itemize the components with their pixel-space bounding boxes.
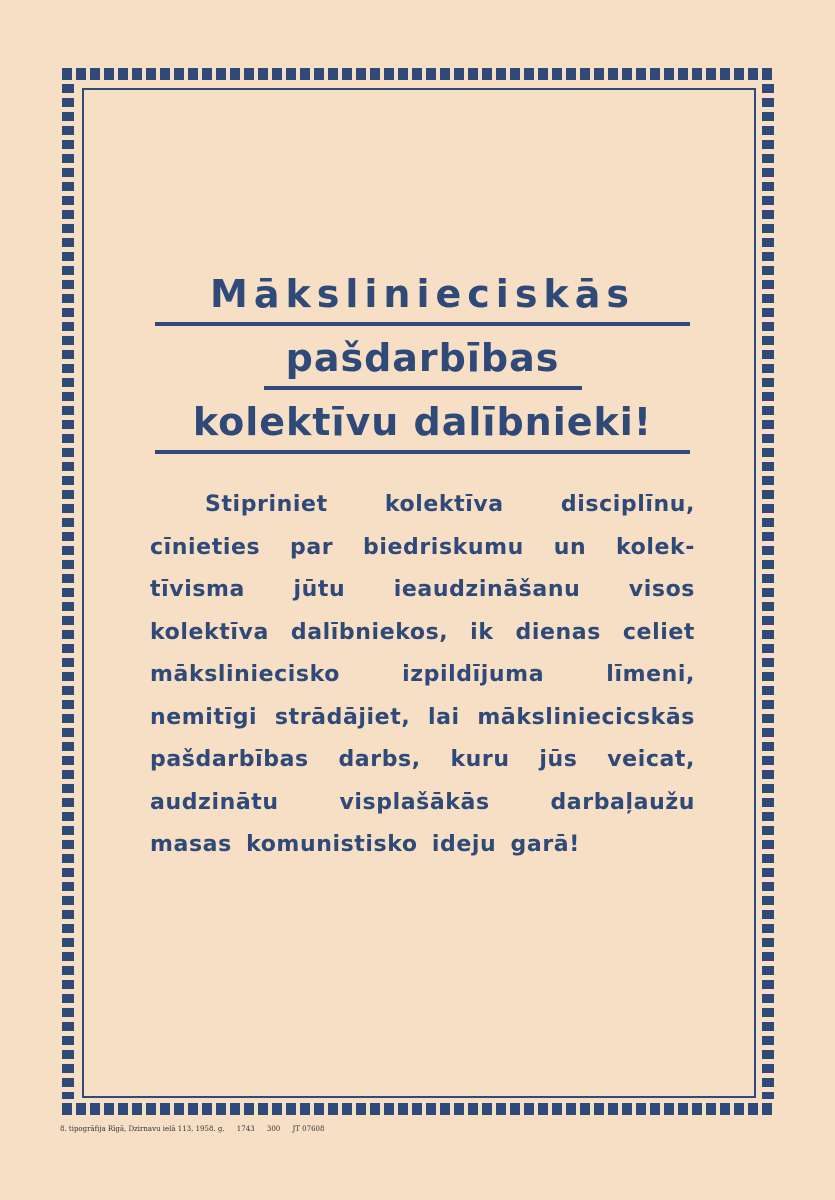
print-run: 300 — [266, 1125, 281, 1133]
decorative-border-bottom — [62, 1103, 774, 1115]
censor-code: JT 07608 — [292, 1125, 325, 1133]
decorative-border-left — [62, 84, 74, 1099]
printer-name: 8. tipogrāfija Rīgā, Dzirnavu ielā 113, 1958. g. — [60, 1125, 225, 1133]
title-line-2: pašdarbības — [264, 332, 582, 390]
body-text: Stipriniet kolektīva disciplīnu, cīnieties par biedriskumu un kolek-tīvisma jūtu ieaudzināšanu visos kolektīva dalībniekos, ik dienas celiet māksliniecisko izpildījuma līmeni, nemitīgi strādājiet, lai māksliniecicskās pašdarbības darbs, kuru jūs veicat, audzinātu visplašākās darbaļaužu masas komunistisko ideju garā! — [150, 492, 695, 857]
printer-imprint — [60, 1125, 334, 1133]
title-line-3: kolektīvu dalībnieki! — [155, 396, 690, 454]
poster-content — [150, 268, 695, 867]
order-number: 1743 — [236, 1125, 255, 1133]
decorative-border-top — [62, 68, 774, 80]
decorative-border-right — [762, 84, 774, 1099]
title-line-1: Mākslinieciskās — [155, 268, 690, 326]
